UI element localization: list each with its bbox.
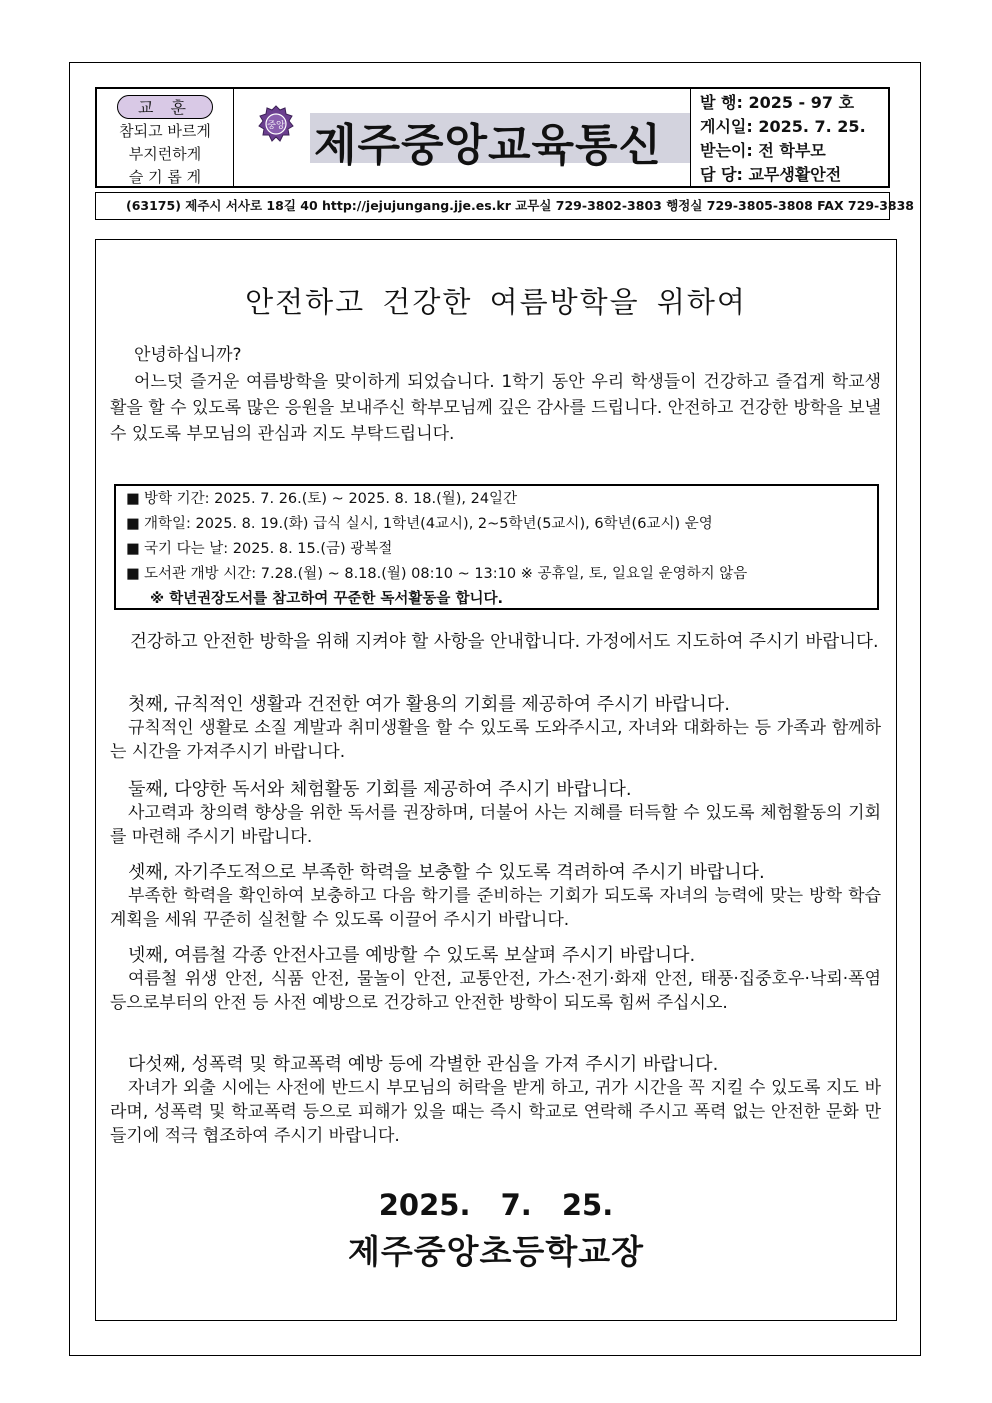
closing-signature: 제주중앙초등학교장 — [348, 1232, 644, 1271]
schedule-box — [114, 484, 879, 610]
emblem-label: 중앙 — [267, 121, 285, 131]
motto-line: 슬 기 롭 게 — [128, 168, 202, 186]
newsletter-header — [95, 87, 890, 188]
schedule-item — [126, 537, 877, 562]
schedule-text: 개학일: 2025. 8. 19.(화) 급식 실시, 1학년(4교시), 2~5학년(5교시), 6학년(6교시) 운영 — [144, 516, 713, 532]
section-body: 부족한 학력을 확인하여 보충하고 다음 학기를 준비하는 기회가 되도록 자녀의 능력에 맞는 방학 학습 계획을 세워 꾸준히 실천할 수 있도록 이끌어 주시기 바랍니다. — [110, 886, 881, 930]
school-emblem-icon — [258, 105, 294, 145]
school-motto — [97, 89, 234, 186]
section-body: 자녀가 외출 시에는 사전에 반드시 부모님의 허락을 받게 하고, 귀가 시간을 꼭 지킬 수 있도록 지도 바라며, 성폭력 및 학교폭력 등으로 피해가 있을 때는 즉시 학교로 연락해 주시고 폭력 없는 안전한 문화 만들기에 적극 협조하여 주시기 바랍니다. — [110, 1078, 881, 1146]
section-heading: 넷째, 여름철 각종 안전사고를 예방할 수 있도록 보살펴 주시기 바랍니다. — [128, 945, 696, 966]
school-address: (63175) 제주시 서사로 18길 40 http://jejujungang.jje.es.kr 교무실 729-3802-3803 행정실 729-3805-3808 FAX 729-3838 — [95, 192, 890, 220]
masthead-title: 제주중앙교육통신 — [314, 120, 663, 171]
schedule-text: 방학 기간: 2025. 7. 26.(토) ~ 2025. 8. 18.(월), 24일간 — [144, 491, 518, 507]
recipient: 받는이: 전 학부모 — [700, 141, 826, 160]
schedule-item — [126, 487, 877, 512]
department: 담 당: 교무생활안전 — [700, 165, 842, 184]
section-body: 여름철 위생 안전, 식품 안전, 물놀이 안전, 교통안전, 가스·전기·화재 안전, 태풍·집중호우·낙뢰·폭염 등으로부터의 안전 등 사전 예방으로 건강하고 안전한 방학이 되도록 힘써 주십시오. — [110, 969, 881, 1013]
guidance-intro: 건강하고 안전한 방학을 위해 지켜야 할 사항을 안내합니다. 가정에서도 지도하여 주시기 바랍니다. — [130, 632, 879, 652]
letter-body — [95, 239, 897, 1321]
issue-number: 발 행: 2025 - 97 호 — [700, 93, 855, 112]
schedule-item — [126, 562, 877, 587]
closing-date: 2025. 7. 25. — [378, 1188, 614, 1222]
greeting: 안녕하십니까? — [134, 345, 242, 365]
issue-info — [691, 89, 888, 186]
reading-note: ※ 학년권장도서를 참고하여 꾸준한 독서활동을 합니다. — [150, 591, 503, 607]
schedule-text: 도서관 개방 시간: 7.28.(월) ~ 8.18.(월) 08:10 ~ 13:10 ※ 공휴일, 토, 일요일 운영하지 않음 — [144, 566, 748, 582]
bullet-icon: ■ — [126, 566, 140, 582]
motto-line: 부지런하게 — [128, 145, 202, 163]
intro-paragraph: 어느덧 즐거운 여름방학을 맞이하게 되었습니다. 1학기 동안 우리 학생들이 건강하고 즐겁게 학교생활을 할 수 있도록 많은 응원을 보내주신 학부모님께 깊은 감사를 드립니다. 안전하고 건강한 방학을 보낼 수 있도록 부모님의 관심과 지도 부탁드립니다. — [110, 372, 881, 444]
bullet-icon: ■ — [126, 516, 140, 532]
masthead-area — [234, 89, 691, 186]
schedule-item — [126, 512, 877, 537]
motto-badge: 교 훈 — [117, 95, 213, 119]
section-body: 사고력과 창의력 향상을 위한 독서를 권장하며, 더불어 사는 지혜를 터득할 수 있도록 체험활동의 기회를 마련해 주시기 바랍니다. — [110, 803, 881, 847]
motto-line: 참되고 바르게 — [119, 122, 211, 140]
post-date: 게시일: 2025. 7. 25. — [700, 117, 866, 136]
schedule-text: 국기 다는 날: 2025. 8. 15.(금) 광복절 — [144, 541, 393, 557]
section-heading: 다섯째, 성폭력 및 학교폭력 예방 등에 각별한 관심을 가져 주시기 바랍니다. — [128, 1054, 719, 1075]
page-title: 안전하고 건강한 여름방학을 위하여 — [245, 285, 747, 319]
bullet-icon: ■ — [126, 541, 140, 557]
section-heading: 둘째, 다양한 독서와 체험활동 기회를 제공하여 주시기 바랍니다. — [128, 779, 632, 800]
section-heading: 첫째, 규칙적인 생활과 건전한 여가 활용의 기회를 제공하여 주시기 바랍니다. — [128, 694, 730, 715]
section-body: 규칙적인 생활로 소질 계발과 취미생활을 할 수 있도록 도와주시고, 자녀와 대화하는 등 가족과 함께하는 시간을 가져주시기 바랍니다. — [110, 718, 881, 762]
bullet-icon: ■ — [126, 491, 140, 507]
section-heading: 셋째, 자기주도적으로 부족한 학력을 보충할 수 있도록 격려하여 주시기 바랍니다. — [128, 862, 765, 883]
